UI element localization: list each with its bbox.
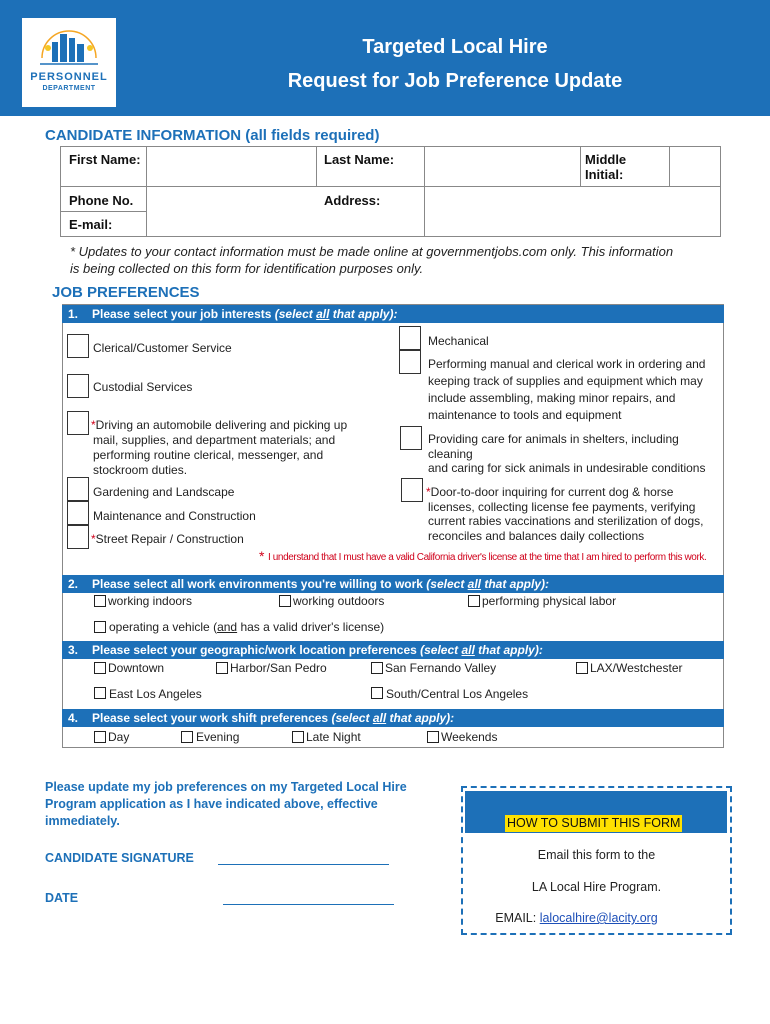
option-custodial: Custodial Services bbox=[93, 380, 193, 394]
submit-instruction-line2: LA Local Hire Program. bbox=[531, 880, 662, 894]
last-name-label: Last Name: bbox=[324, 152, 395, 167]
disclaimer-asterisk: * bbox=[259, 548, 265, 564]
last-name-field[interactable] bbox=[426, 148, 579, 185]
description-line: Door-to-door inquiring for current dog & horse bbox=[430, 485, 674, 499]
option-mechanical: Mechanical bbox=[428, 334, 489, 348]
question-text: Please select all work environments you're willing to work bbox=[92, 577, 427, 591]
option-driving-line: stockroom duties. bbox=[93, 463, 188, 477]
option-day: Day bbox=[108, 730, 130, 744]
phone-label: Phone No. bbox=[69, 193, 134, 208]
table-divider bbox=[61, 186, 720, 187]
required-asterisk: * bbox=[426, 485, 431, 499]
first-name-label: First Name: bbox=[69, 152, 141, 167]
checkbox-downtown[interactable] bbox=[94, 662, 106, 674]
question-hint: (select bbox=[426, 577, 468, 591]
question-text: Please select your geographic/work location preferences bbox=[92, 643, 421, 657]
checkbox-custodial[interactable] bbox=[67, 374, 89, 398]
option-working-outdoors: working outdoors bbox=[293, 594, 385, 608]
submit-instruction-line1: Email this form to the bbox=[537, 848, 656, 862]
checkbox-clerical[interactable] bbox=[67, 334, 89, 358]
question-hint: that apply): bbox=[329, 307, 398, 321]
date-field[interactable] bbox=[223, 904, 394, 905]
contact-update-note bbox=[70, 243, 730, 277]
table-divider bbox=[424, 147, 425, 236]
description-line: Providing care for animals in shelters, including bbox=[428, 432, 679, 446]
checkbox-working-indoors[interactable] bbox=[94, 595, 106, 607]
email-prefix: EMAIL: bbox=[495, 911, 540, 925]
statement-line: Program application as I have indicated above, effective bbox=[45, 797, 378, 811]
table-divider bbox=[61, 211, 146, 212]
checkbox-physical-labor[interactable] bbox=[468, 595, 480, 607]
option-san-fernando-valley: San Fernando Valley bbox=[385, 661, 497, 675]
checkbox-east-los-angeles[interactable] bbox=[94, 687, 106, 699]
checkbox-harbor[interactable] bbox=[216, 662, 228, 674]
candidate-section-title: CANDIDATE INFORMATION (all fields required) bbox=[45, 127, 380, 144]
checkbox-street-repair[interactable] bbox=[67, 525, 89, 549]
option-working-indoors: working indoors bbox=[108, 594, 193, 608]
question-4-bar bbox=[62, 709, 724, 727]
drivers-license-disclaimer: I understand that I must have a valid California driver's license at the time that I am hired to perform this work. bbox=[268, 552, 707, 563]
table-divider bbox=[580, 147, 581, 186]
checkbox-lax-westchester[interactable] bbox=[576, 662, 588, 674]
description-line: cleaning bbox=[428, 446, 473, 461]
question-hint-all: all bbox=[467, 577, 481, 591]
checkbox-maintenance[interactable] bbox=[67, 501, 89, 525]
option-south-central: South/Central Los Angeles bbox=[386, 687, 529, 701]
option-text-emphasis: and bbox=[217, 620, 238, 634]
question-number: 4. bbox=[68, 711, 79, 725]
question-hint: (select bbox=[331, 711, 373, 725]
middle-initial-field[interactable] bbox=[671, 148, 719, 185]
option-driving-line: mail, supplies, and department materials; and bbox=[93, 433, 336, 447]
question-hint-all: all bbox=[461, 643, 475, 657]
signature-field[interactable] bbox=[218, 864, 389, 865]
required-asterisk: * bbox=[91, 532, 96, 546]
option-animal-care bbox=[428, 432, 705, 476]
table-divider bbox=[146, 147, 147, 236]
job-preferences-title: JOB PREFERENCES bbox=[52, 284, 200, 301]
checkbox-operating-vehicle[interactable] bbox=[94, 621, 106, 633]
first-name-field[interactable] bbox=[148, 148, 315, 185]
address-field[interactable] bbox=[426, 188, 719, 235]
statement-line: Please update my job preferences on my Targeted Local Hire bbox=[45, 780, 407, 794]
option-driving bbox=[91, 418, 347, 478]
candidate-info-table bbox=[60, 146, 721, 237]
checkbox-late-night[interactable] bbox=[292, 731, 304, 743]
question-hint: that apply): bbox=[481, 577, 549, 591]
checkbox-day[interactable] bbox=[94, 731, 106, 743]
question-hint: (select bbox=[274, 307, 317, 321]
logo-subtitle: DEPARTMENT bbox=[42, 85, 96, 92]
question-hint: (select bbox=[420, 643, 462, 657]
option-operating-vehicle bbox=[109, 620, 384, 634]
logo-title: PERSONNEL bbox=[30, 71, 108, 83]
question-hint: that apply): bbox=[386, 711, 455, 725]
email-link[interactable]: lalocalhire@lacity.org bbox=[539, 911, 658, 925]
page-subtitle: Request for Job Preference Update bbox=[287, 70, 623, 92]
option-harbor: Harbor/San Pedro bbox=[230, 661, 327, 675]
update-request-statement bbox=[45, 779, 435, 830]
description-line: reconciles and balances daily collections bbox=[428, 528, 645, 543]
page-title: Targeted Local Hire bbox=[362, 36, 548, 58]
checkbox-driving[interactable] bbox=[67, 411, 89, 435]
checkbox-san-fernando-valley[interactable] bbox=[371, 662, 383, 674]
question-hint-all: all bbox=[316, 307, 330, 321]
checkbox-mechanical[interactable] bbox=[399, 326, 421, 350]
option-physical-labor: performing physical labor bbox=[482, 594, 617, 608]
option-east-los-angeles: East Los Angeles bbox=[109, 687, 202, 701]
question-text: Please select your work shift preferences bbox=[92, 711, 332, 725]
email-label: E-mail: bbox=[69, 217, 113, 232]
option-clerical: Clerical/Customer Service bbox=[93, 341, 232, 355]
option-weekends: Weekends bbox=[441, 730, 498, 744]
option-street-repair bbox=[91, 532, 244, 547]
option-evening: Evening bbox=[196, 730, 240, 744]
option-gardening: Gardening and Landscape bbox=[93, 485, 235, 499]
signature-label: CANDIDATE SIGNATURE bbox=[45, 851, 194, 865]
description-line: current rabies vaccinations and sterilization of dogs, bbox=[428, 514, 704, 528]
required-asterisk: * bbox=[91, 418, 96, 432]
option-mechanical-description bbox=[428, 356, 705, 424]
option-late-night: Late Night bbox=[306, 730, 361, 744]
option-driving-line: performing routine clerical, messenger, and bbox=[93, 448, 324, 462]
checkbox-door-to-door[interactable] bbox=[401, 478, 423, 502]
checkbox-working-outdoors[interactable] bbox=[279, 595, 291, 607]
middle-initial-label-2: Initial: bbox=[585, 167, 624, 182]
option-door-to-door bbox=[426, 485, 703, 543]
option-maintenance: Maintenance and Construction bbox=[93, 509, 256, 523]
checkbox-weekends[interactable] bbox=[427, 731, 439, 743]
question-text: Please select your job interests bbox=[92, 307, 275, 321]
question-1-bar bbox=[62, 305, 724, 323]
submit-email-line bbox=[441, 911, 712, 925]
question-hint-all: all bbox=[372, 711, 387, 725]
middle-initial-label: Middle bbox=[585, 152, 627, 167]
question-hint: that apply): bbox=[474, 643, 543, 657]
description-line: maintenance to tools and equipment bbox=[428, 408, 622, 422]
option-driving-line: Driving an automobile delivering and picking up bbox=[95, 418, 348, 432]
table-divider bbox=[316, 147, 317, 186]
checkbox-animal-care[interactable] bbox=[400, 426, 422, 450]
table-divider bbox=[669, 147, 670, 186]
personnel-department-logo bbox=[22, 18, 116, 107]
page-header bbox=[0, 0, 770, 116]
question-2-bar bbox=[62, 575, 724, 593]
question-3-bar bbox=[62, 641, 724, 659]
note-line: is being collected on this form for identification purposes only. bbox=[70, 261, 424, 276]
note-line: * Updates to your contact information must be made online at governmentjobs.com only. This information bbox=[70, 244, 674, 259]
question-number: 2. bbox=[68, 577, 79, 591]
city-skyline-icon bbox=[22, 18, 116, 107]
checkbox-south-central[interactable] bbox=[371, 687, 383, 699]
description-line: Performing manual and clerical work in ordering and bbox=[428, 357, 706, 371]
how-to-submit-heading: HOW TO SUBMIT THIS FORM bbox=[507, 816, 681, 830]
question-number: 1. bbox=[68, 307, 79, 321]
description-line: licenses, collecting license fee payments, verifying bbox=[428, 499, 696, 514]
checkbox-gardening[interactable] bbox=[67, 477, 89, 501]
description-line: keeping track of supplies and equipment which may bbox=[428, 374, 703, 388]
phone-field[interactable] bbox=[148, 188, 316, 235]
option-text: has a valid driver's license) bbox=[237, 620, 385, 634]
checkbox-evening[interactable] bbox=[181, 731, 193, 743]
question-number: 3. bbox=[68, 643, 79, 657]
address-label: Address: bbox=[324, 193, 381, 208]
option-street-text: Street Repair / Construction bbox=[95, 532, 244, 546]
description-line: and caring for sick animals in undesirable conditions bbox=[428, 461, 706, 475]
date-label: DATE bbox=[45, 891, 79, 905]
checkbox-mechanical-desc[interactable] bbox=[399, 350, 421, 374]
option-text: operating a vehicle ( bbox=[109, 620, 218, 634]
description-line: include assembling, making minor repairs, and bbox=[428, 391, 676, 405]
option-lax-westchester: LAX/Westchester bbox=[590, 661, 683, 675]
option-downtown: Downtown bbox=[108, 661, 165, 675]
statement-line: immediately. bbox=[45, 814, 120, 828]
